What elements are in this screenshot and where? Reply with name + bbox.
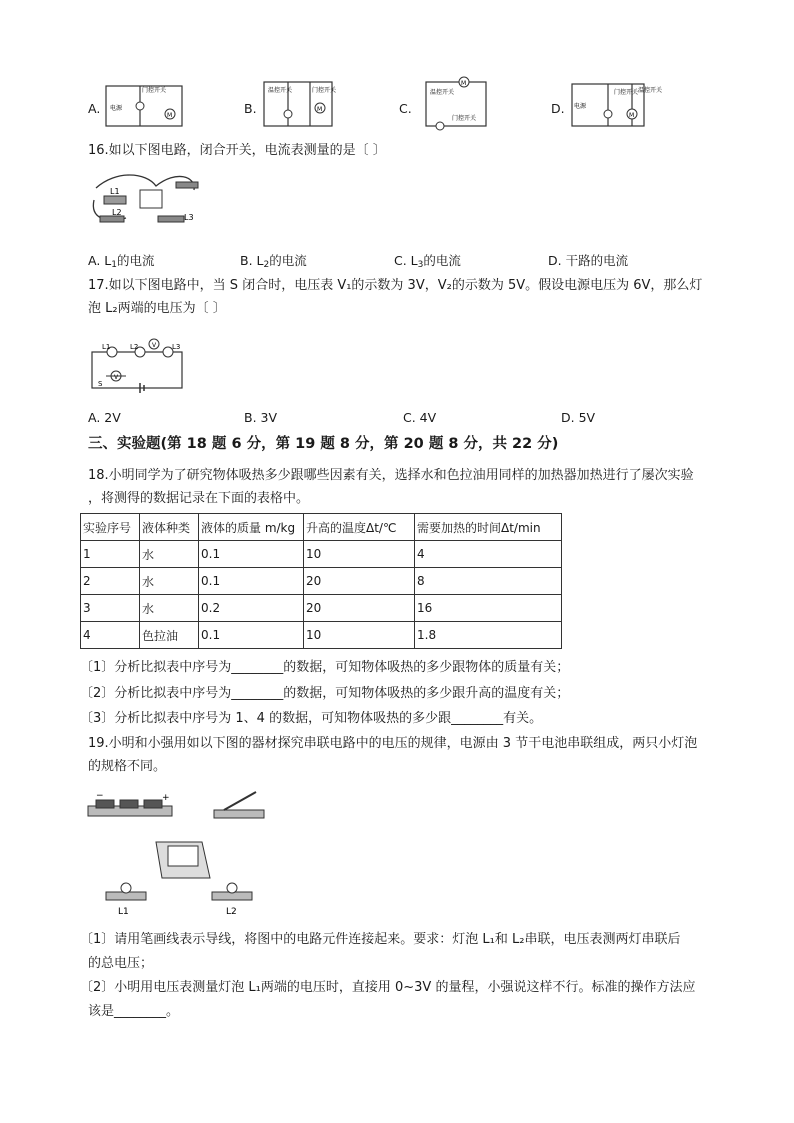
q17-label-l3: L3 — [172, 343, 181, 351]
q16-option-b: B. $L_2$的电流 — [240, 253, 307, 270]
q15a-door-label: 门控开关 — [142, 87, 167, 94]
q19-sub1-line2: 的总电压； — [88, 956, 154, 971]
q15d-power-label: 电源 — [574, 103, 587, 110]
table-cell: 16 — [415, 595, 562, 622]
table-cell: 4 — [81, 622, 140, 649]
q17-stem-line2: 泡 L₂两端的电压为〔 〕 — [88, 301, 226, 316]
q15c-motor-label: M — [461, 80, 467, 87]
q15a-motor-label: M — [167, 112, 173, 119]
table-cell: 20 — [304, 568, 415, 595]
table-cell: 1.8 — [415, 622, 562, 649]
q15d-door-label: 门控开关 — [614, 89, 639, 96]
q15a-power-label: 电源 — [110, 105, 123, 112]
q18-stem-line2: ，将测得的数据记录在下面的表格中。 — [88, 491, 310, 506]
q19-sub2-line1: 〔2〕小明用电压表测量灯泡 L₁两端的电压时，直接用 0~3V 的量程，小强说这样不行。标准的操作方法应 — [80, 980, 696, 995]
q15-option-a: A. — [88, 101, 101, 116]
q17-stem-line1: 17.如以下图电路中，当 S 闭合时，电压表 V₁的示数为 3V，V₂的示数为 5V。假设电源电压为 6V，那么灯 — [88, 278, 703, 293]
q18-sub1: 〔1〕分析比拟表中序号为________的数据，可知物体吸热的多少跟物体的质量有关； — [80, 660, 570, 675]
table-cell: 1 — [81, 541, 140, 568]
table-cell: 水 — [140, 568, 199, 595]
table-header-cell: 液体种类 — [140, 514, 199, 541]
table-header-cell: 需要加热的时间Δt/min — [415, 514, 562, 541]
q17-option-a: A. 2V — [88, 410, 121, 425]
q18-stem-line1: 18.小明同学为了研究物体吸热多少跟哪些因素有关，选择水和色拉油用同样的加热器加热进行了屡次实验 — [88, 468, 694, 483]
q16-option-d: D. 干路的电流 — [548, 253, 629, 268]
q15-option-d: D. — [551, 101, 565, 116]
table-cell: 10 — [304, 541, 415, 568]
q17-label-l2: L2 — [130, 343, 139, 351]
q17-option-d: D. 5V — [561, 410, 596, 425]
q16-figure — [86, 168, 204, 230]
q17-option-c: C. 4V — [403, 410, 437, 425]
q19-sub1-line1: 〔1〕请用笔画线表示导线，将图中的电路元件连接起来。要求：灯泡 L₁和 L₂串联，电压表测两灯串联后 — [80, 932, 681, 947]
table-cell: 0.1 — [199, 541, 304, 568]
q16-label-l3: L3 — [184, 213, 194, 222]
q19-figure — [84, 790, 284, 920]
q16-stem: 16.如以下图电路，闭合开关，电流表测量的是〔 〕 — [88, 143, 386, 158]
q15b-temp-label: 温控开关 — [268, 87, 293, 94]
table-cell: 水 — [140, 595, 199, 622]
q19-minus-label: − — [96, 791, 104, 801]
q16-label-l2: L2 — [112, 208, 122, 217]
table-cell: 8 — [415, 568, 562, 595]
q15-circuit-b — [258, 78, 338, 130]
q17-label-v2: V — [152, 342, 157, 349]
table-row — [81, 595, 562, 622]
q17-figure — [86, 338, 188, 394]
table-cell: 10 — [304, 622, 415, 649]
table-cell: 20 — [304, 595, 415, 622]
q19-stem-line1: 19.小明和小强用如以下图的器材探究串联电路中的电压的规律，电源由 3 节干电池串联组成，两只小灯泡 — [88, 736, 698, 751]
table-cell: 2 — [81, 568, 140, 595]
q18-sub2: 〔2〕分析比拟表中序号为________的数据，可知物体吸热的多少跟升高的温度有关； — [80, 686, 570, 701]
q17-label-l1: L1 — [102, 343, 111, 351]
table-header-cell: 升高的温度Δt/℃ — [304, 514, 415, 541]
q18-sub3: 〔3〕分析比拟表中序号为 1、4 的数据，可知物体吸热的多少跟________有关。 — [80, 711, 543, 726]
table-row — [81, 568, 562, 595]
q19-sub2-line2: 该是________。 — [88, 1004, 180, 1019]
q18-data-table — [80, 513, 562, 649]
table-row — [81, 541, 562, 568]
q16-option-c: C. $L_3$的电流 — [394, 253, 461, 270]
q19-plus-label: + — [162, 793, 170, 803]
q15c-door-label: 门控开关 — [452, 115, 477, 122]
q15d-temp-label: 温控开关 — [638, 87, 663, 94]
table-cell: 色拉油 — [140, 622, 199, 649]
q15b-door-label: 门控开关 — [312, 87, 337, 94]
q15b-motor-label: M — [317, 106, 323, 113]
q17-option-b: B. 3V — [244, 410, 278, 425]
table-cell: 4 — [415, 541, 562, 568]
q15-circuit-c — [416, 74, 496, 132]
table-cell: 水 — [140, 541, 199, 568]
q16-option-a: A. $L_1$的电流 — [88, 253, 155, 270]
table-cell: 0.1 — [199, 622, 304, 649]
q15-circuit-a — [100, 80, 188, 130]
section3-heading: 三、实验题(第 18 题 6 分，第 19 题 8 分，第 20 题 8 分，共 22 分) — [88, 436, 559, 452]
table-cell: 0.1 — [199, 568, 304, 595]
table-row — [81, 622, 562, 649]
q15d-motor-label: M — [629, 112, 635, 119]
q15c-temp-label: 温控开关 — [430, 89, 455, 96]
q19-label-l2: L2 — [226, 907, 237, 917]
q17-label-v1: V — [114, 374, 119, 381]
q19-label-l1: L1 — [118, 907, 129, 917]
q19-stem-line2: 的规格不同。 — [88, 759, 167, 774]
table-cell: 0.2 — [199, 595, 304, 622]
q15-option-b: B. — [244, 101, 257, 116]
table-header-cell: 液体的质量 m/kg — [199, 514, 304, 541]
q16-label-l1: L1 — [110, 187, 120, 196]
q17-label-s: S — [98, 380, 103, 388]
table-header-row — [81, 514, 562, 541]
table-header-cell: 实验序号 — [81, 514, 140, 541]
table-cell: 3 — [81, 595, 140, 622]
q15-circuit-d — [568, 78, 663, 130]
q15-option-c: C. — [399, 101, 412, 116]
